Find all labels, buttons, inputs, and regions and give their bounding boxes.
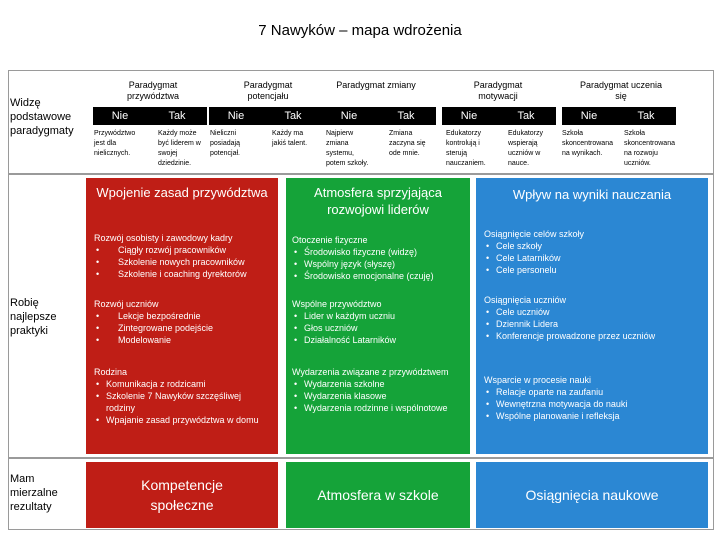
practice-block <box>484 294 664 342</box>
paradigm-no-desc: Przywództwo jest dla nielicznych. <box>94 130 136 157</box>
column-culture <box>286 178 470 454</box>
tag-no: Nie <box>93 107 147 125</box>
practice-block <box>292 298 468 346</box>
practice-item: • Modelowanie <box>94 334 276 346</box>
practice-item: • Zintegrowane podejście <box>94 322 276 334</box>
column-heading: Wpływ na wyniki nauczania <box>512 187 672 202</box>
practice-block-title: Rozwój osobisty i zawodowy kadry <box>94 233 233 243</box>
practice-item: • Szkolenie nowych pracowników <box>94 256 276 268</box>
practice-item: • Dziennik Lidera <box>484 318 664 330</box>
paradigm-title-motivation: Paradygmat motywacji <box>473 80 523 101</box>
practice-item: • Wydarzenia szkolne <box>292 378 468 390</box>
result-school-climate: Atmosfera w szkole <box>286 462 470 528</box>
practice-item: • Cele uczniów <box>484 306 664 318</box>
practice-item: • Wydarzenia klasowe <box>292 390 468 402</box>
practice-block <box>292 366 468 414</box>
practice-block-title: Wsparcie w procesie nauki <box>484 375 592 385</box>
practice-item: • Środowisko emocjonalne (czuję) <box>292 270 468 282</box>
practice-item: • Głos uczniów <box>292 322 468 334</box>
paradigm-no-desc: Najpierw zmiana systemu, potem szkoły. <box>326 130 369 167</box>
paradigm-title-change: Paradygmat zmiany <box>336 80 416 90</box>
practice-block-title: Osiągnięcie celów szkoły <box>484 229 585 239</box>
practice-item: • Szkolenie 7 Nawyków szczęśliwej rodziny <box>94 390 270 414</box>
practice-block-title: Rodzina <box>94 367 128 377</box>
paradigm-no-desc: Szkoła skoncentrowana na wynikach. <box>562 130 613 157</box>
tag-no: Nie <box>562 107 616 125</box>
tag-yes: Tak <box>376 107 436 125</box>
practice-block <box>94 298 276 346</box>
result-social-competence: Kompetencje społeczne <box>86 462 278 528</box>
practice-item: • Cele szkoły <box>484 240 664 252</box>
practice-block <box>484 374 664 422</box>
column-heading: Wpojenie zasad przywództwa <box>96 185 268 200</box>
practice-block-title: Wydarzenia związane z przywództwem <box>292 367 449 377</box>
practice-block-title: Rozwój uczniów <box>94 299 159 309</box>
column-results <box>476 178 708 454</box>
practice-block-title: Osiągnięcia uczniów <box>484 295 567 305</box>
row-label-paradigms: Widzę podstawowe paradygmaty <box>10 97 74 137</box>
practice-item: • Szkolenie i coaching dyrektorów <box>94 268 276 280</box>
paradigm-tags-learning <box>562 107 676 125</box>
row-label-practices: Robię najlepsze praktyki <box>10 297 57 337</box>
paradigm-yes-desc: Zmiana zaczyna się ode mnie. <box>389 130 426 157</box>
practice-item: • Wspólne planowanie i refleksja <box>484 410 664 422</box>
practice-item: • Cele personelu <box>484 264 664 276</box>
column-leadership <box>86 178 278 454</box>
paradigm-tags-leadership <box>93 107 207 125</box>
practice-item: • Działalność Latarników <box>292 334 468 346</box>
practice-item: • Cele Latarników <box>484 252 664 264</box>
paradigm-yes-desc: Każdy może być liderem w swojej dziedzinie. <box>158 130 201 167</box>
paradigm-title-learning: Paradygmat uczenia się <box>579 80 663 101</box>
practice-item: • Ciągły rozwój pracowników <box>94 244 276 256</box>
tag-no: Nie <box>442 107 496 125</box>
practice-block-title: Otoczenie fizyczne <box>292 235 368 245</box>
tag-yes: Tak <box>616 107 676 125</box>
paradigm-no-desc: Nieliczni posiadają potencjał. <box>210 130 240 157</box>
paradigm-no-desc: Edukatorzy kontrolują i sterują nauczaniem. <box>446 130 486 167</box>
practice-item: • Lekcje bezpośrednie <box>94 310 276 322</box>
practice-item: • Wewnętrzna motywacja do nauki <box>484 398 664 410</box>
practice-item: • Konferencje prowadzone przez uczniów <box>484 330 664 342</box>
result-academic-achievement: Osiągnięcia naukowe <box>476 462 708 528</box>
practice-item: • Relacje oparte na zaufaniu <box>484 386 664 398</box>
practice-item: • Wpajanie zasad przywództwa w domu <box>94 414 270 426</box>
paradigm-tags-potential <box>209 107 323 125</box>
paradigm-yes-desc: Edukatorzy wspierają uczniów w nauce. <box>508 130 544 167</box>
paradigm-tags-change <box>322 107 436 125</box>
paradigm-yes-desc: Szkoła skoncentrowana na rozwoju uczniów. <box>624 130 675 167</box>
practice-item: • Komunikacja z rodzicami <box>94 378 270 390</box>
tag-no: Nie <box>322 107 376 125</box>
paradigm-title-leadership: Paradygmat przywództwa <box>126 80 180 101</box>
column-heading: Atmosfera sprzyjająca rozwojowi liderów <box>314 185 442 217</box>
paradigm-title-potential: Paradygmat potencjału <box>243 80 293 101</box>
row-label-results: Mam mierzalne rezultaty <box>10 473 58 513</box>
paradigm-yes-desc: Każdy ma jakiś talent. <box>272 130 308 147</box>
practice-item: • Środowisko fizyczne (widzę) <box>292 246 468 258</box>
practice-item: • Wspólny język (słyszę) <box>292 258 468 270</box>
practice-block <box>94 366 270 426</box>
practice-block <box>94 232 276 280</box>
paradigm-tags-motivation <box>442 107 556 125</box>
tag-yes: Tak <box>147 107 207 125</box>
page-title: 7 Nawyków – mapa wdrożenia <box>258 22 462 39</box>
practice-block-title: Wspólne przywództwo <box>292 299 382 309</box>
practice-item: • Wydarzenia rodzinne i wspólnotowe <box>292 402 468 414</box>
practice-block <box>292 234 468 282</box>
practice-block <box>484 228 664 276</box>
tag-yes: Tak <box>263 107 323 125</box>
practice-item: • Lider w każdym uczniu <box>292 310 468 322</box>
tag-no: Nie <box>209 107 263 125</box>
tag-yes: Tak <box>496 107 556 125</box>
